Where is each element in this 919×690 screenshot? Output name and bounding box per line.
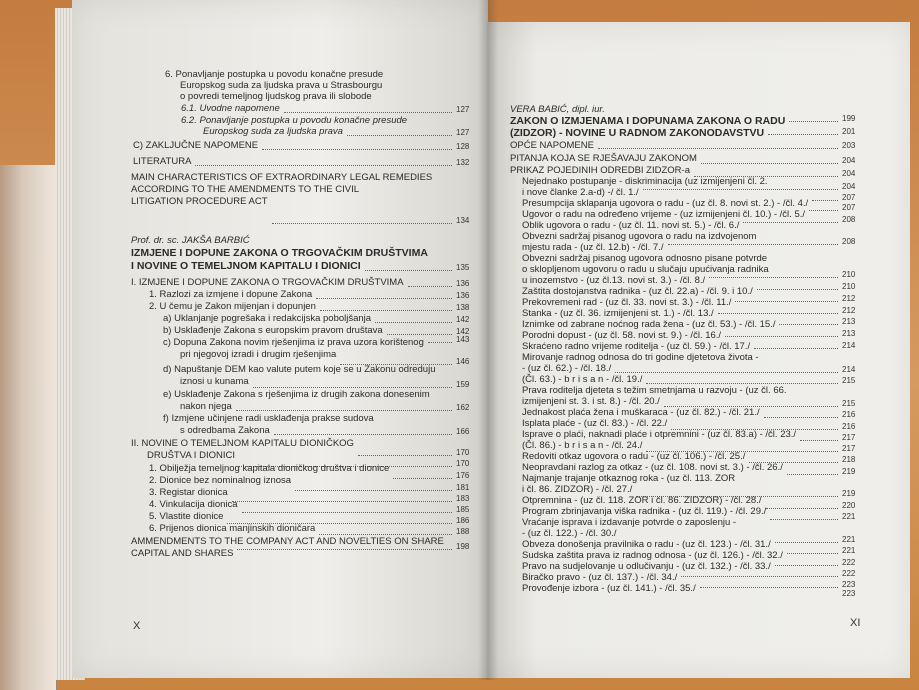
toc-entry (149, 523, 315, 534)
leader-dots (236, 410, 452, 411)
toc-entry-text: Europskog suda za ljudska prava (203, 126, 343, 137)
toc-entry (131, 438, 354, 449)
toc-entry-text: Pravo na sudjelovanje u odlučivanju - (uz čl. 132.) - /čl. 33./ (522, 561, 771, 572)
toc-entry-text: Program zbrinjavanja viška radnika - (uz čl. 119.) - /čl. 29./ (522, 506, 767, 517)
toc-entry-text: s odredbama Zakona (180, 425, 270, 436)
toc-page-number: 223 (842, 580, 856, 589)
leader-dots (615, 372, 838, 373)
toc-entry (510, 128, 764, 139)
leader-dots (232, 501, 452, 502)
toc-entry-text: Zaštita dostojanstva radnika - (uz čl. 22.a) - /čl. 9. i 10./ (522, 286, 753, 297)
toc-entry (522, 407, 760, 418)
toc-entry (522, 462, 783, 473)
toc-entry-text: pri njegovoj izradi i drugim rješenjima (180, 349, 337, 360)
toc-entry-text: 2. Dionice bez nominalnog iznosa (149, 475, 292, 486)
toc-page-number: 142 (456, 327, 470, 336)
leader-dots (775, 565, 838, 566)
toc-entry (522, 286, 753, 297)
toc-entry (181, 103, 280, 114)
leader-dots (408, 286, 452, 287)
toc-entry-text: AMMENDMENTS TO THE COMPANY ACT AND NOVELTIES ON SHARE (131, 536, 444, 547)
left-page-number: X (133, 620, 141, 632)
toc-entry-text: Obveza donošenja pravilnika o radu - (uz čl. 123.) - /čl. 31./ (522, 539, 771, 550)
leader-dots (718, 313, 838, 314)
toc-entry-text: PRIKAZ POJEDINIH ODREDBI ZIDZOR-a (510, 165, 690, 176)
toc-entry-text: Prekovremeni rad - (uz čl. 33. novi st. 3.) - /čl. 11./ (522, 297, 732, 308)
leader-dots (775, 542, 838, 543)
toc-entry-text: Presumpcija sklapanja ugovora o radu - (uz čl. 8. novi st. 2.) - /čl. 4./ (522, 198, 809, 209)
toc-entry-text: Isplata plaće - (uz čl. 83.) - /čl. 22./ (522, 418, 668, 429)
toc-page-number: 214 (842, 341, 856, 350)
toc-entry (510, 165, 690, 176)
leader-dots (700, 587, 838, 588)
toc-entry-text: b) Usklađenje Zakona s europskim pravom društava (163, 325, 383, 336)
toc-entry-text: Europskog suda za ljudska prava u Strasbourgu (180, 80, 383, 91)
leader-dots (319, 534, 452, 535)
toc-page-number: 216 (842, 410, 856, 419)
toc-entry (522, 385, 787, 396)
toc-entry-text: i nove članke 2.a-d) -/ čl. 1./ (522, 187, 639, 198)
toc-page-number: 222 (842, 569, 856, 578)
leader-dots (766, 508, 839, 509)
toc-entry (510, 140, 594, 151)
toc-entry (180, 80, 382, 91)
toc-entry (522, 231, 756, 242)
toc-entry (522, 583, 696, 594)
toc-page-number: 183 (456, 494, 470, 503)
leader-dots (274, 434, 452, 435)
toc-entry (522, 363, 611, 374)
toc-entry (163, 364, 436, 375)
toc-entry (522, 308, 714, 319)
toc-entry-text: LITERATURA (133, 156, 192, 167)
toc-entry-text: d) Napuštanje DEM kao valute putem koje se u Zakonu odreduju (163, 364, 436, 375)
toc-entry (522, 495, 762, 506)
toc-page-number: 136 (456, 291, 470, 300)
leader-dots (272, 223, 452, 224)
leader-dots (725, 336, 838, 337)
toc-page-number: 127 (456, 105, 470, 114)
toc-entry (522, 528, 617, 539)
leader-dots (347, 135, 452, 136)
toc-entry (163, 313, 371, 324)
toc-entry-text: Najmanje trajanje otkaznog roka - (uz čl. 113. ZOR (522, 473, 736, 484)
leader-dots (316, 298, 452, 299)
leader-dots (393, 478, 452, 479)
toc-page-number: 186 (456, 516, 470, 525)
toc-entry-text: c) Dopuna Zakona novim rješenjima iz prava uzora korištenog (163, 337, 424, 348)
toc-page-number: 223 (842, 589, 856, 598)
toc-entry-text: - (uz čl. 122.) - /čl. 30./ (522, 528, 617, 539)
toc-page-number: 181 (456, 483, 470, 492)
toc-entry-text: iznosi u kunama (180, 376, 249, 387)
toc-entry (522, 451, 745, 462)
toc-page-number: 201 (842, 127, 856, 136)
toc-page-number: 204 (842, 182, 856, 191)
toc-entry-text: ACCORDING TO THE AMENDMENTS TO THE CIVIL (131, 184, 360, 195)
toc-entry (522, 418, 667, 429)
toc-entry-text: - (uz čl. 62.) - /čl. 18./ (522, 363, 612, 374)
toc-entry-text: VERA BABIĆ, dipl. iur. (510, 104, 605, 115)
leader-dots (375, 322, 452, 323)
toc-entry-text: Mirovanje radnog odnosa do tri godine djetetova života - (522, 352, 759, 363)
toc-entry-text: (Čl. 63.) - b r i s a n - /čl. 19./ (522, 374, 643, 385)
toc-entry (131, 548, 233, 559)
toc-entry (163, 413, 374, 424)
toc-entry-text: DRUŠTVA I DIONICI (147, 450, 235, 461)
toc-entry-text: o sklopljenom ugovoru o radu u slučaju upućivanja radnika (522, 264, 769, 275)
toc-entry-text: Oblik ugovora o radu - (uz čl. 11. novi st. 5.) - /čl. 6./ (522, 220, 740, 231)
toc-entry (147, 450, 235, 461)
toc-page-number: 204 (842, 156, 856, 165)
toc-entry (163, 337, 424, 348)
toc-page-number: 159 (456, 380, 470, 389)
toc-page-number: 198 (456, 542, 470, 551)
toc-entry (149, 289, 312, 300)
leader-dots (295, 490, 452, 491)
book-spine-shadow (478, 0, 498, 680)
leader-dots (787, 553, 838, 554)
toc-entry (522, 484, 632, 495)
toc-entry (522, 473, 735, 484)
toc-page-number: 210 (842, 282, 856, 291)
toc-entry-text: 5. Vlastite dionice (149, 511, 224, 522)
toc-page-number: 185 (456, 505, 470, 514)
toc-entry (522, 253, 767, 264)
toc-entry (203, 126, 343, 137)
toc-entry-text: 1. Obilježja temeljnog kapitala dioničkog društva i dionice (149, 463, 390, 474)
toc-entry-text: i čl. 86. ZIDZOR) - /čl. 27./ (522, 484, 633, 495)
toc-entry (180, 425, 270, 436)
toc-entry (522, 550, 783, 561)
toc-entry (522, 352, 759, 363)
leader-dots (701, 163, 838, 164)
toc-entry-text: Biračko pravo - (uz čl. 137.) - /čl. 34./ (522, 572, 678, 583)
toc-entry (133, 156, 191, 167)
toc-entry (149, 301, 316, 312)
toc-entry (149, 487, 228, 498)
toc-page-number: 199 (842, 114, 856, 123)
toc-entry (131, 172, 432, 183)
toc-entry-text: II. NOVINE O TEMELJNOM KAPITALU DIONIČKOG (131, 438, 354, 449)
toc-entry (163, 325, 383, 336)
toc-page-number: 207 (842, 193, 856, 202)
toc-entry-text: nakon njega (180, 401, 232, 412)
toc-entry (522, 506, 766, 517)
toc-entry (131, 235, 250, 246)
toc-page-number: 217 (842, 433, 856, 442)
toc-page-number: 212 (842, 306, 856, 315)
toc-page-number: 127 (456, 128, 470, 137)
toc-page-number: 215 (842, 376, 856, 385)
toc-page-number: 216 (842, 422, 856, 431)
toc-page-number: 136 (456, 279, 470, 288)
toc-page-number: 219 (842, 489, 856, 498)
toc-entry-text: (Čl. 86.) - b r i s a n - /čl. 24./ (522, 440, 643, 451)
toc-page-number: 142 (456, 315, 470, 324)
toc-page-number: 213 (842, 317, 856, 326)
toc-entry-text: Stanka - (uz čl. 36. izmijenjeni st. 1.) - /čl. 13./ (522, 308, 714, 319)
toc-entry (522, 572, 677, 583)
toc-entry-text: 6. Prijenos dionica manjinskih dioničara (149, 523, 316, 534)
leader-dots (770, 519, 838, 520)
leader-dots (812, 200, 838, 201)
toc-page-number: 208 (842, 237, 856, 246)
toc-entry-text: izmijenjeni st. 3. i st. 8.) - /čl. 20./ (522, 396, 660, 407)
toc-entry-text: I. IZMJENE I DOPUNE ZAKONA O TRGOVAČKIM DRUŠTVIMA (131, 277, 404, 288)
toc-entry-text: IZMJENE I DOPUNE ZAKONA O TRGOVAČKIM DRUŠTVIMA (131, 247, 428, 259)
toc-page-number: 220 (842, 501, 856, 510)
toc-entry-text: o povredi temeljnog ljudskog prava ili slobode (180, 91, 372, 102)
leader-dots (800, 440, 838, 441)
toc-page-number: 221 (842, 546, 856, 555)
leader-dots (237, 549, 452, 550)
leader-dots (358, 455, 452, 456)
toc-page-number: 221 (842, 535, 856, 544)
toc-entry-text: C) ZAKLJUČNE NAPOMENE (133, 140, 259, 151)
toc-entry (131, 248, 428, 259)
toc-entry-text: Skraćeno radno vrijeme roditelja - (uz čl. 59.) - /čl. 17./ (522, 341, 751, 352)
toc-entry (522, 539, 771, 550)
leader-dots (789, 121, 838, 122)
toc-entry (510, 153, 697, 164)
toc-entry-text: (ZIDZOR) - NOVINE U RADNOM ZAKONODAVSTVU (510, 127, 765, 139)
leader-dots (643, 189, 838, 190)
leader-dots (668, 244, 839, 245)
toc-entry-text: Prava roditelja djeteta s težim smetnjama u razvoju - (uz čl. 66. (522, 385, 787, 396)
toc-page-number: 212 (842, 294, 856, 303)
toc-entry-text: 6.1. Uvodne napomene (181, 103, 280, 114)
toc-page-number: 218 (842, 455, 856, 464)
toc-entry-text: a) Uklanjanje pogrešaka i redakcijska poboljšanja (163, 313, 372, 324)
toc-entry (522, 330, 721, 341)
leader-dots (598, 148, 838, 149)
toc-entry-text: mjestu rada - (uz čl. 12.b) - /čl. 7./ (522, 242, 664, 253)
toc-entry (131, 536, 444, 547)
toc-page-number: 135 (456, 263, 470, 272)
toc-entry (522, 341, 750, 352)
toc-page-number: 222 (842, 558, 856, 567)
leader-dots (757, 289, 838, 290)
leader-dots (242, 512, 452, 513)
toc-entry (522, 429, 796, 440)
toc-entry (180, 376, 249, 387)
leader-dots (709, 277, 838, 278)
toc-entry-text: PITANJA KOJA SE RJEŠAVAJU ZAKONOM (510, 153, 697, 164)
toc-page-number: 215 (842, 399, 856, 408)
toc-entry (522, 561, 771, 572)
leader-dots (779, 324, 838, 325)
toc-entry-text: e) Usklađenje Zakona s rješenjima iz drugih zakona donesenim (163, 389, 430, 400)
toc-page-number: 132 (456, 158, 470, 167)
toc-entry (522, 242, 664, 253)
toc-entry-text: Otpremnina - (uz čl. 118. ZOR i čl. 86. ZIDZOR) - /čl. 28./ (522, 495, 762, 506)
toc-page-number: 221 (842, 512, 856, 521)
toc-page-number: 170 (456, 448, 470, 457)
toc-entry-text: Ugovor o radu na određeno vrijeme - (uz izmijenjeni čl. 10.) - /čl. 5./ (522, 209, 806, 220)
leader-dots (365, 270, 452, 271)
toc-entry-text: Isprave o plaći, naknadi plaće i otpremnini - (uz čl. 83.a) - /čl. 23./ (522, 429, 797, 440)
toc-entry (522, 297, 731, 308)
toc-page-number: 128 (456, 142, 470, 151)
toc-entry-text: u inozemstvo - (uz čl.13. novi st. 3.) - /čl. 8./ (522, 275, 706, 286)
leader-dots (754, 348, 838, 349)
toc-entry-text: 4. Vinkulacija dionica (149, 499, 238, 510)
toc-entry (149, 499, 238, 510)
toc-page-number: 213 (842, 329, 856, 338)
toc-page-number: 219 (842, 467, 856, 476)
toc-entry (149, 463, 389, 474)
toc-entry-text: f) Izmjene učinjene radi usklađenja prakse sudova (163, 413, 374, 424)
toc-page-number: 208 (842, 215, 856, 224)
toc-entry (149, 511, 223, 522)
toc-entry (180, 91, 372, 102)
toc-entry (522, 187, 639, 198)
toc-entry (131, 261, 361, 272)
toc-entry (163, 389, 430, 400)
toc-entry-text: 3. Registar dionica (149, 487, 228, 498)
toc-entry-text: I NOVINE O TEMELJNOM KAPITALU I DIONICI (131, 260, 361, 272)
toc-entry-text: 6. Ponavljanje postupka u povodu konačne presude (165, 69, 384, 80)
toc-page-number: 217 (842, 444, 856, 453)
leader-dots (743, 222, 838, 223)
toc-entry (131, 184, 359, 195)
toc-page-number: 134 (456, 216, 470, 225)
toc-entry (522, 440, 642, 451)
toc-entry-text: Sudska zaštita prava iz radnog odnosa - (uz čl. 126.) - /čl. 32./ (522, 550, 783, 561)
toc-entry (181, 115, 407, 126)
toc-entry-text: Neopravdani razlog za otkaz - (uz čl. 108. novi st. 3.) - /čl. 26./ (522, 462, 783, 473)
toc-entry (522, 275, 705, 286)
toc-entry (180, 401, 232, 412)
leader-dots (284, 112, 452, 113)
toc-entry-text: 2. U čemu je Zakon mijenjan i dopunjen (149, 301, 316, 312)
toc-page-number: 146 (456, 357, 470, 366)
toc-entry-text: OPĆE NAPOMENE (510, 140, 594, 151)
leader-dots (195, 165, 452, 166)
toc-page-number: 203 (842, 141, 856, 150)
toc-entry-text: Jednakost plaća žena i muškaraca - (uz čl. 82.) - /čl. 21./ (522, 407, 760, 418)
leader-dots (764, 417, 838, 418)
toc-entry (522, 220, 739, 231)
toc-entry-text: Redoviti otkaz ugovora o radu - (uz čl. 106.) - /čl. 25./ (522, 451, 746, 462)
toc-entry (510, 104, 605, 115)
toc-entry (180, 349, 336, 360)
toc-entry-text: Iznimke od zabrane noćnog rada žena - (uz čl. 53.) - /čl. 15./ (522, 319, 776, 330)
toc-entry (131, 277, 404, 288)
leader-dots (253, 387, 452, 388)
toc-page-number: 176 (456, 471, 470, 480)
leader-dots (320, 310, 452, 311)
leader-dots (787, 474, 838, 475)
toc-entry-text: Prof. dr. sc. JAKŠA BARBIĆ (131, 235, 250, 246)
toc-entry-text: Obvezni sadržaj pisanog ugovora o radu na izdvojenom (522, 231, 757, 242)
toc-entry (133, 140, 258, 151)
toc-entry-text: 6.2. Ponavljanje postupka u povodu konačne presude (181, 115, 408, 126)
toc-page-number: 166 (456, 427, 470, 436)
toc-entry (522, 198, 808, 209)
leader-dots (735, 301, 838, 302)
toc-entry (522, 396, 660, 407)
leader-dots (809, 210, 838, 211)
toc-entry-text: Provođenje izbora - (uz čl. 141.) - /čl. 35./ (522, 583, 696, 594)
leader-dots (387, 334, 452, 335)
toc-entry (165, 69, 383, 80)
leader-dots (262, 149, 452, 150)
toc-page-number: 207 (842, 203, 856, 212)
toc-entry-text: ZAKON O IZMJENAMA I DOPUNAMA ZAKONA O RADU (510, 115, 786, 127)
toc-page-number: 143 (456, 335, 470, 344)
toc-entry-text: Nejednako postupanje - diskriminacija (uz izmijenjeni čl. 2. (522, 176, 768, 187)
toc-entry (522, 264, 769, 275)
toc-entry-text: LITIGATION PROCEDURE ACT (131, 196, 268, 207)
toc-page-number: 214 (842, 365, 856, 374)
toc-entry (522, 176, 768, 187)
leader-dots (681, 576, 838, 577)
toc-entry-text: Obvezni sadržaj pisanog ugovora odnosno pisane potvrde (522, 253, 768, 264)
toc-entry (510, 116, 785, 127)
toc-entry (522, 319, 775, 330)
toc-entry-text: Vraćanje isprava i izdavanje potvrde o zaposlenju - (522, 517, 737, 528)
toc-entry-text: CAPITAL AND SHARES (131, 548, 234, 559)
toc-entry (522, 209, 805, 220)
toc-entry (131, 196, 268, 207)
toc-page-number: 188 (456, 527, 470, 536)
leader-dots (428, 342, 452, 343)
underlying-book-edge (0, 165, 57, 690)
toc-page-number: 162 (456, 403, 470, 412)
toc-entry-text: Porodni dopust - (uz čl. 58. novi st. 9.) - /čl. 16./ (522, 330, 722, 341)
toc-page-number: 170 (456, 459, 470, 468)
leader-dots (646, 383, 838, 384)
toc-entry-text: MAIN CHARACTERISTICS OF EXTRAORDINARY LEGAL REMEDIES (131, 172, 433, 183)
toc-entry-text: 1. Razlozi za izmjene i dopune Zakona (149, 289, 313, 300)
toc-entry (149, 475, 291, 486)
toc-page-number: 204 (842, 169, 856, 178)
toc-page-number: 210 (842, 270, 856, 279)
toc-page-number: 138 (456, 303, 470, 312)
toc-entry (522, 374, 642, 385)
toc-entry (522, 517, 736, 528)
leader-dots (768, 134, 838, 135)
right-page-number: XI (850, 617, 861, 629)
